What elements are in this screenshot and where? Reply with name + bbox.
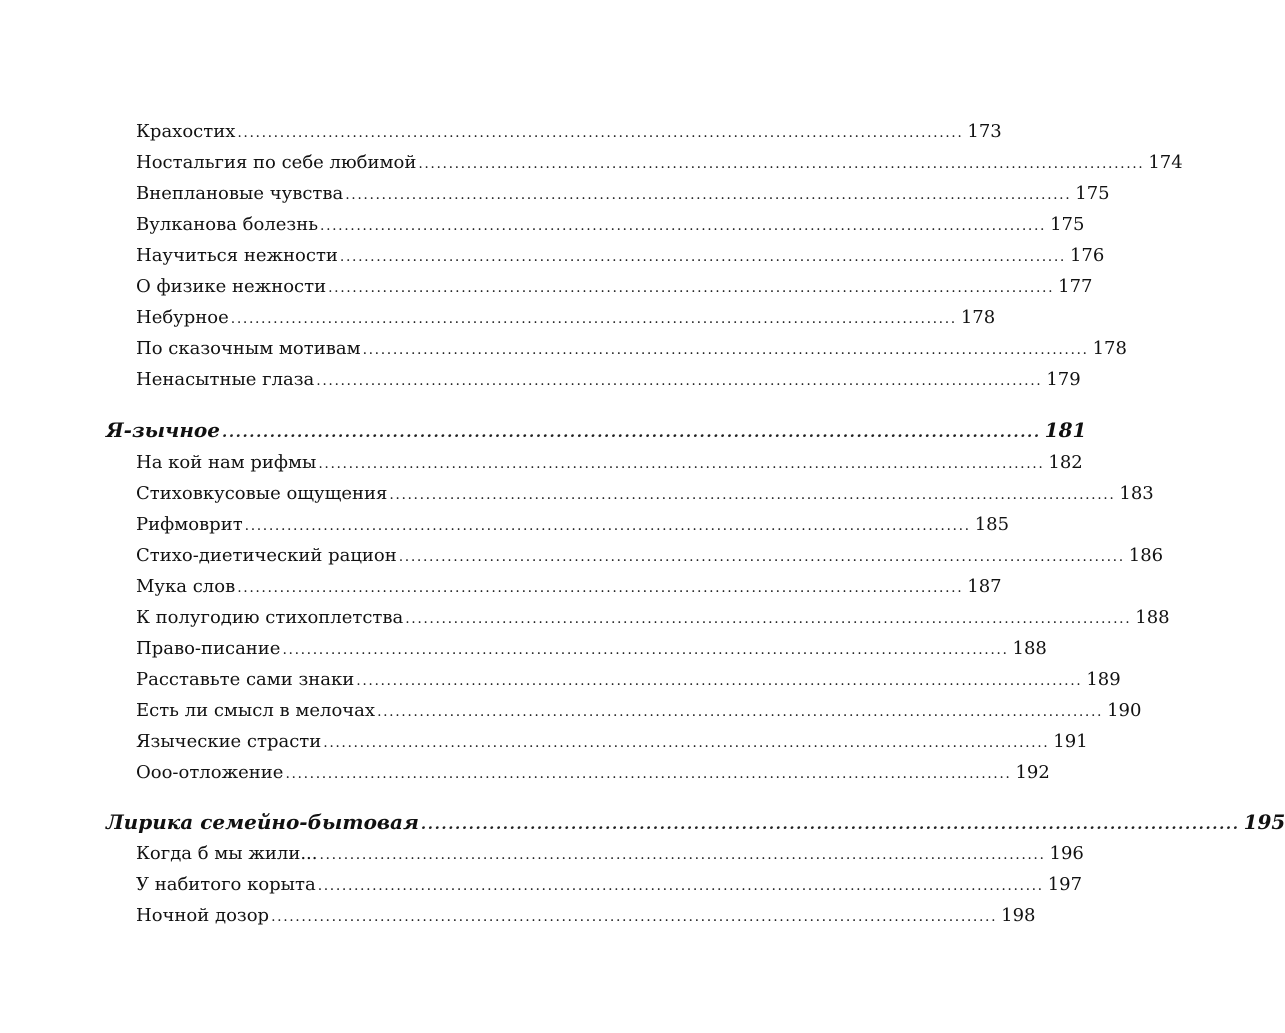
toc-entry-title: На кой нам рифмы bbox=[136, 452, 317, 473]
dot-leader: ........................................................................................................................ bbox=[222, 423, 1041, 441]
toc-entry-page: 173 bbox=[967, 121, 1002, 142]
toc-entry-title: Расставьте сами знаки bbox=[136, 669, 355, 690]
toc-entry-page: 175 bbox=[1050, 214, 1085, 235]
dot-leader: ........................................................................................................................ bbox=[230, 311, 957, 327]
dot-leader: ........................................................................................................................ bbox=[282, 642, 1009, 658]
toc-section-title: Я-зычное bbox=[106, 418, 220, 442]
toc-entry-title: Право-писание bbox=[136, 638, 281, 659]
toc-entry-page: 178 bbox=[960, 307, 996, 328]
toc-entry-page: 183 bbox=[1119, 483, 1154, 504]
dot-leader: ........................................................................................................................ bbox=[418, 156, 1145, 172]
dot-leader: ........................................................................................................................ bbox=[317, 878, 1044, 894]
toc-entry-page: 185 bbox=[974, 514, 1010, 535]
dot-leader: ........................................................................................................................ bbox=[271, 909, 998, 925]
toc-entry bbox=[136, 511, 1010, 539]
dot-leader: ........................................................................................................................ bbox=[356, 673, 1083, 689]
toc-entry bbox=[136, 480, 1154, 508]
toc-entry bbox=[136, 366, 1081, 394]
toc-entry-title: Вулканова болезнь bbox=[136, 214, 319, 235]
toc-entry bbox=[136, 149, 1183, 177]
dot-leader: ........................................................................................................................ bbox=[339, 249, 1066, 265]
toc-entry-title: Научиться нежности bbox=[136, 245, 338, 266]
toc-entry bbox=[136, 211, 1085, 239]
toc-entry-title: У набитого корыта bbox=[136, 874, 316, 895]
dot-leader: ........................................................................................................................ bbox=[345, 187, 1072, 203]
toc-entry-title: Ностальгия по себе любимой bbox=[136, 152, 417, 173]
toc-entry bbox=[136, 871, 1083, 899]
toc-entry-page: 176 bbox=[1069, 245, 1105, 266]
toc-entry-title: Ооо-отложение bbox=[136, 762, 284, 783]
dot-leader: ........................................................................................................................ bbox=[237, 580, 964, 596]
toc-section-title: Лирика семейно-бытовая bbox=[106, 810, 419, 834]
toc-entry-title: Ненасытные глаза bbox=[136, 369, 315, 390]
toc-entry-title: Когда б мы жили... bbox=[136, 843, 318, 864]
toc-section-heading bbox=[106, 808, 1285, 836]
toc-entry-page: 190 bbox=[1107, 700, 1142, 721]
dot-leader: ........................................................................................................................ bbox=[398, 549, 1125, 565]
toc-entry bbox=[136, 840, 1084, 868]
toc-entry-page: 182 bbox=[1048, 452, 1083, 473]
dot-leader: ........................................................................................................................ bbox=[389, 487, 1116, 503]
toc-entry-title: Языческие страсти bbox=[136, 731, 322, 752]
toc-entry bbox=[136, 635, 1047, 663]
toc-entry-title: Ночной дозор bbox=[136, 905, 270, 926]
toc-entry-title: К полугодию стихоплетства bbox=[136, 607, 404, 628]
toc-section-page: 181 bbox=[1044, 418, 1087, 442]
dot-leader: ........................................................................................................................ bbox=[405, 611, 1132, 627]
toc-entry-page: 179 bbox=[1046, 369, 1081, 390]
dot-leader: ........................................................................................................................ bbox=[237, 125, 964, 141]
dot-leader: ........................................................................................................................ bbox=[323, 735, 1050, 751]
dot-leader: ........................................................................................................................ bbox=[377, 704, 1104, 720]
toc-entry-page: 187 bbox=[967, 576, 1002, 597]
toc-entry-page: 188 bbox=[1135, 607, 1170, 628]
toc-entry bbox=[136, 304, 996, 332]
toc-entry-title: Есть ли смысл в мелочах bbox=[136, 700, 376, 721]
toc-entry bbox=[136, 242, 1105, 270]
toc-entry bbox=[136, 542, 1164, 570]
toc-entry bbox=[136, 604, 1170, 632]
toc-entry-page: 191 bbox=[1053, 731, 1088, 752]
dot-leader: ........................................................................................................................ bbox=[244, 518, 971, 534]
toc-entry-page: 175 bbox=[1075, 183, 1110, 204]
toc-entry bbox=[136, 666, 1121, 694]
toc-entry-title: О физике нежности bbox=[136, 276, 327, 297]
dot-leader: ........................................................................................................................ bbox=[316, 373, 1043, 389]
toc-entry bbox=[136, 697, 1142, 725]
dot-leader: ........................................................................................................................ bbox=[362, 342, 1089, 358]
toc-entry-page: 189 bbox=[1086, 669, 1121, 690]
toc-section-page: 195 bbox=[1243, 810, 1285, 834]
toc-entry-title: Мука слов bbox=[136, 576, 236, 597]
toc-entry bbox=[136, 573, 1002, 601]
toc-entry-page: 178 bbox=[1092, 338, 1127, 359]
toc-entry bbox=[136, 449, 1083, 477]
dot-leader: ........................................................................................................................ bbox=[285, 766, 1012, 782]
dot-leader: ........................................................................................................................ bbox=[420, 815, 1240, 833]
toc-entry bbox=[136, 118, 1002, 146]
toc-entry-page: 174 bbox=[1148, 152, 1183, 173]
toc-entry-title: По сказочным мотивам bbox=[136, 338, 361, 359]
toc-entry-page: 177 bbox=[1058, 276, 1093, 297]
toc-entry bbox=[136, 273, 1093, 301]
toc-entry bbox=[136, 759, 1050, 787]
dot-leader: ........................................................................................................................ bbox=[319, 847, 1046, 863]
toc-entry-page: 197 bbox=[1047, 874, 1083, 895]
dot-leader: ........................................................................................................................ bbox=[328, 280, 1055, 296]
toc-entry bbox=[136, 902, 1036, 930]
toc-entry-title: Внеплановые чувства bbox=[136, 183, 344, 204]
toc-entry bbox=[136, 728, 1088, 756]
toc-entry-page: 196 bbox=[1049, 843, 1084, 864]
toc-entry-title: Небурное bbox=[136, 307, 229, 328]
toc-entry-title: Стиховкусовые ощущения bbox=[136, 483, 388, 504]
toc-entry-page: 198 bbox=[1001, 905, 1036, 926]
toc-entry-page: 192 bbox=[1015, 762, 1050, 783]
toc-entry bbox=[136, 335, 1127, 363]
toc-section-heading bbox=[106, 416, 1087, 444]
toc-entry-title: Крахостих bbox=[136, 121, 236, 142]
toc-entry-title: Стихо-диетический рацион bbox=[136, 545, 397, 566]
toc-entry bbox=[136, 180, 1110, 208]
toc-entry-title: Рифмоврит bbox=[136, 514, 243, 535]
dot-leader: ........................................................................................................................ bbox=[320, 218, 1047, 234]
toc-entry-page: 188 bbox=[1012, 638, 1047, 659]
dot-leader: ........................................................................................................................ bbox=[318, 456, 1045, 472]
toc-entry-page: 186 bbox=[1128, 545, 1164, 566]
